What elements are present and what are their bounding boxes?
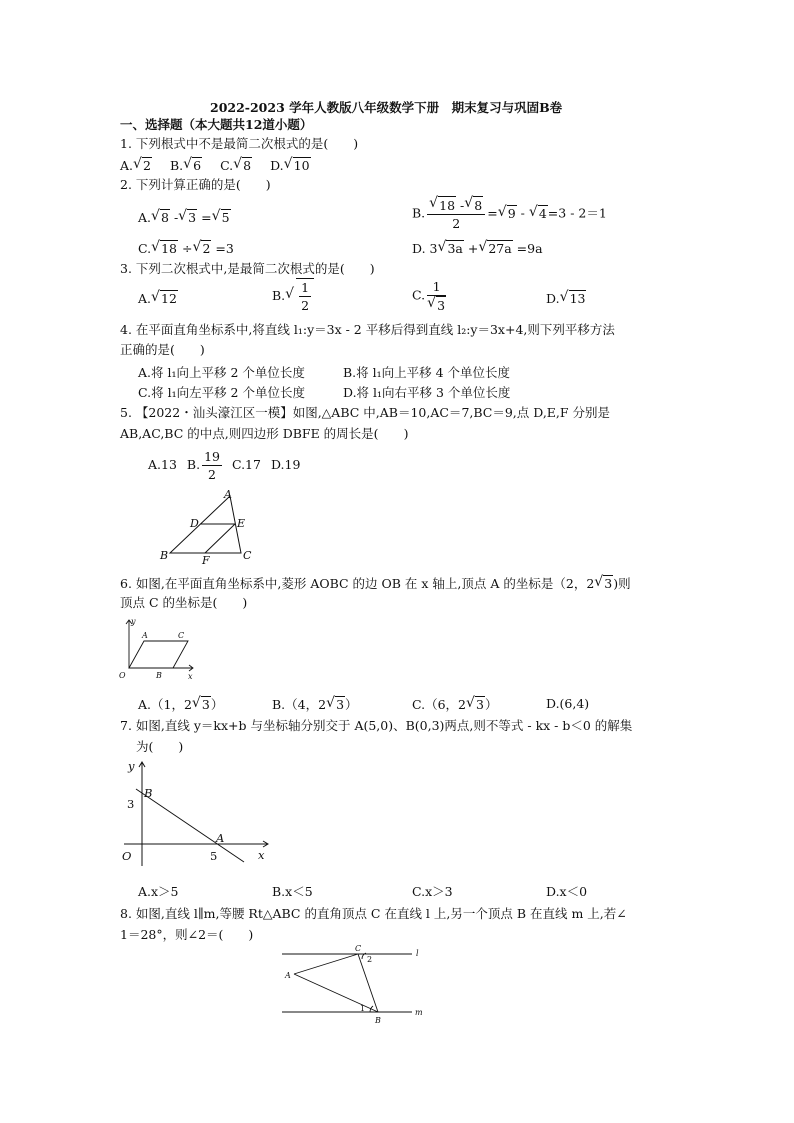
line-l-label: l <box>416 949 419 958</box>
q5-stem-line1: 5. 【2022・汕头濠江区一模】如图,△ABC 中,AB＝10,AC＝7,BC＝9,点 D,E,F 分别是 <box>120 405 611 420</box>
q4-option-a: A.将 l₁向上平移 2 个单位长度 <box>138 365 305 380</box>
label-b: B <box>156 671 162 680</box>
angle-1-label: 1 <box>360 1004 366 1013</box>
option-a: A.13 <box>148 457 177 472</box>
label-b: B <box>144 786 153 800</box>
q2-stem: 2. 下列计算正确的是( ) <box>120 177 271 192</box>
q4-option-c: C.将 l₁向左平移 2 个单位长度 <box>138 385 305 400</box>
q4-option-b: B.将 l₁向上平移 4 个单位长度 <box>343 365 511 380</box>
q4-stem-line2: 正确的是( ) <box>120 342 205 357</box>
y-intercept-label: 3 <box>127 797 135 811</box>
axis-x-label: x <box>188 672 193 681</box>
q2-option-a: A. √ 8 - √ 3 = √ 5 <box>138 208 230 225</box>
label-f: F <box>202 554 210 566</box>
q7-stem-line2: 为( ) <box>136 739 184 754</box>
q5-triangle-figure <box>150 486 270 566</box>
q3-option-d: D. √ 13 <box>546 289 586 306</box>
option-c: C.17 <box>231 457 261 472</box>
angle-2-label: 2 <box>367 955 373 964</box>
q6-option-a: A.（1，2 √ 3） <box>138 695 224 712</box>
q5-options: A.13 B. $\frac{19}{2}$ C.17 D.19 <box>148 449 301 482</box>
q6-option-d: D.(6,4) <box>546 696 590 711</box>
q3-option-a: A. √ 12 <box>138 289 177 306</box>
axis-y-label: y <box>131 617 136 626</box>
axis-x-label: x <box>258 848 265 862</box>
q8-parallel-lines-figure <box>278 940 428 1028</box>
q6-rhombus-figure <box>118 616 198 684</box>
axis-y-label: y <box>128 759 135 773</box>
q1-options: A. √ 2 B. √ 6 C. √ 8 D. √ 10 <box>120 156 310 173</box>
label-c: C <box>178 631 185 640</box>
q6-option-b: B.（4，2 √ 3） <box>272 695 358 712</box>
option-b: B. <box>169 158 184 173</box>
q3-option-c: C. 1 √ 3 <box>412 279 446 313</box>
option-a: A. <box>120 158 134 173</box>
q4-option-d: D.将 l₁向右平移 3 个单位长度 <box>343 385 511 400</box>
label-e: E <box>237 517 246 530</box>
label-c: C <box>355 944 362 953</box>
label-a: A <box>224 488 232 501</box>
x-intercept-label: 5 <box>210 849 218 863</box>
origin-label: O <box>119 671 126 680</box>
line-m-label: m <box>415 1008 423 1017</box>
q7-stem-line1: 7. 如图,直线 y＝kx+b 与坐标轴分别交于 A(5,0)、B(0,3)两点,则不等式 - kx - b＜0 的解集 <box>120 718 633 733</box>
q8-stem-line1: 8. 如图,直线 l∥m,等腰 Rt△ABC 的直角顶点 C 在直线 l 上,另一个顶点 B 在直线 m 上,若∠ <box>120 906 627 921</box>
option-b: B. <box>186 457 201 472</box>
page-title: 2022-2023 学年人教版八年级数学下册 期末复习与巩固B卷 <box>210 100 563 115</box>
q8-stem-line2: 1＝28°，则∠2＝( ) <box>120 927 254 942</box>
q2-option-b: B. √ 18 - √ 8 2 = √ 9 - √ 4=3 - 2＝1 <box>412 195 607 231</box>
label-a: A <box>285 971 291 980</box>
q6-option-c: C.（6，2 √ 3） <box>412 695 498 712</box>
label-d: D <box>190 517 199 530</box>
q1-stem: 1. 下列根式中不是最简二次根式的是( ) <box>120 136 359 151</box>
q3-stem: 3. 下列二次根式中,是最简二次根式的是( ) <box>120 261 375 276</box>
q3-option-b: B. √ $\frac{1}{2}$ <box>272 278 314 314</box>
label-a: A <box>142 631 148 640</box>
q7-option-a: A.x＞5 <box>138 884 179 899</box>
origin-label: O <box>122 849 132 863</box>
q7-option-b: B.x＜5 <box>272 884 313 899</box>
q2-option-d: D. 3 √ 3a + √ 27a =9a <box>412 239 543 256</box>
q7-option-c: C.x＞3 <box>412 884 453 899</box>
option-d: D. <box>270 158 284 173</box>
q6-stem-line2: 顶点 C 的坐标是( ) <box>120 595 248 610</box>
q6-stem-line1: 6. 如图,在平面直角坐标系中,菱形 AOBC 的边 OB 在 x 轴上,顶点 A 的坐标是（2，2 √ 3)则 <box>120 574 631 591</box>
q4-stem-line1: 4. 在平面直角坐标系中,将直线 l₁:y＝3x - 2 平移后得到直线 l₂:y＝3x+4,则下列平移方法 <box>120 322 615 337</box>
q7-line-graph-figure <box>118 756 278 871</box>
q2-option-c: C. √ 18 ÷ √ 2 =3 <box>138 239 234 256</box>
section-heading: 一、选择题（本大题共12道小题） <box>120 117 313 132</box>
label-a: A <box>216 831 225 845</box>
label-c: C <box>243 549 252 562</box>
option-c: C. <box>220 158 234 173</box>
label-b: B <box>160 549 169 562</box>
label-b: B <box>375 1016 381 1025</box>
q5-stem-line2: AB,AC,BC 的中点,则四边形 DBFE 的周长是( ) <box>120 426 409 441</box>
option-d: D.19 <box>270 457 301 472</box>
q7-option-d: D.x＜0 <box>546 884 588 899</box>
